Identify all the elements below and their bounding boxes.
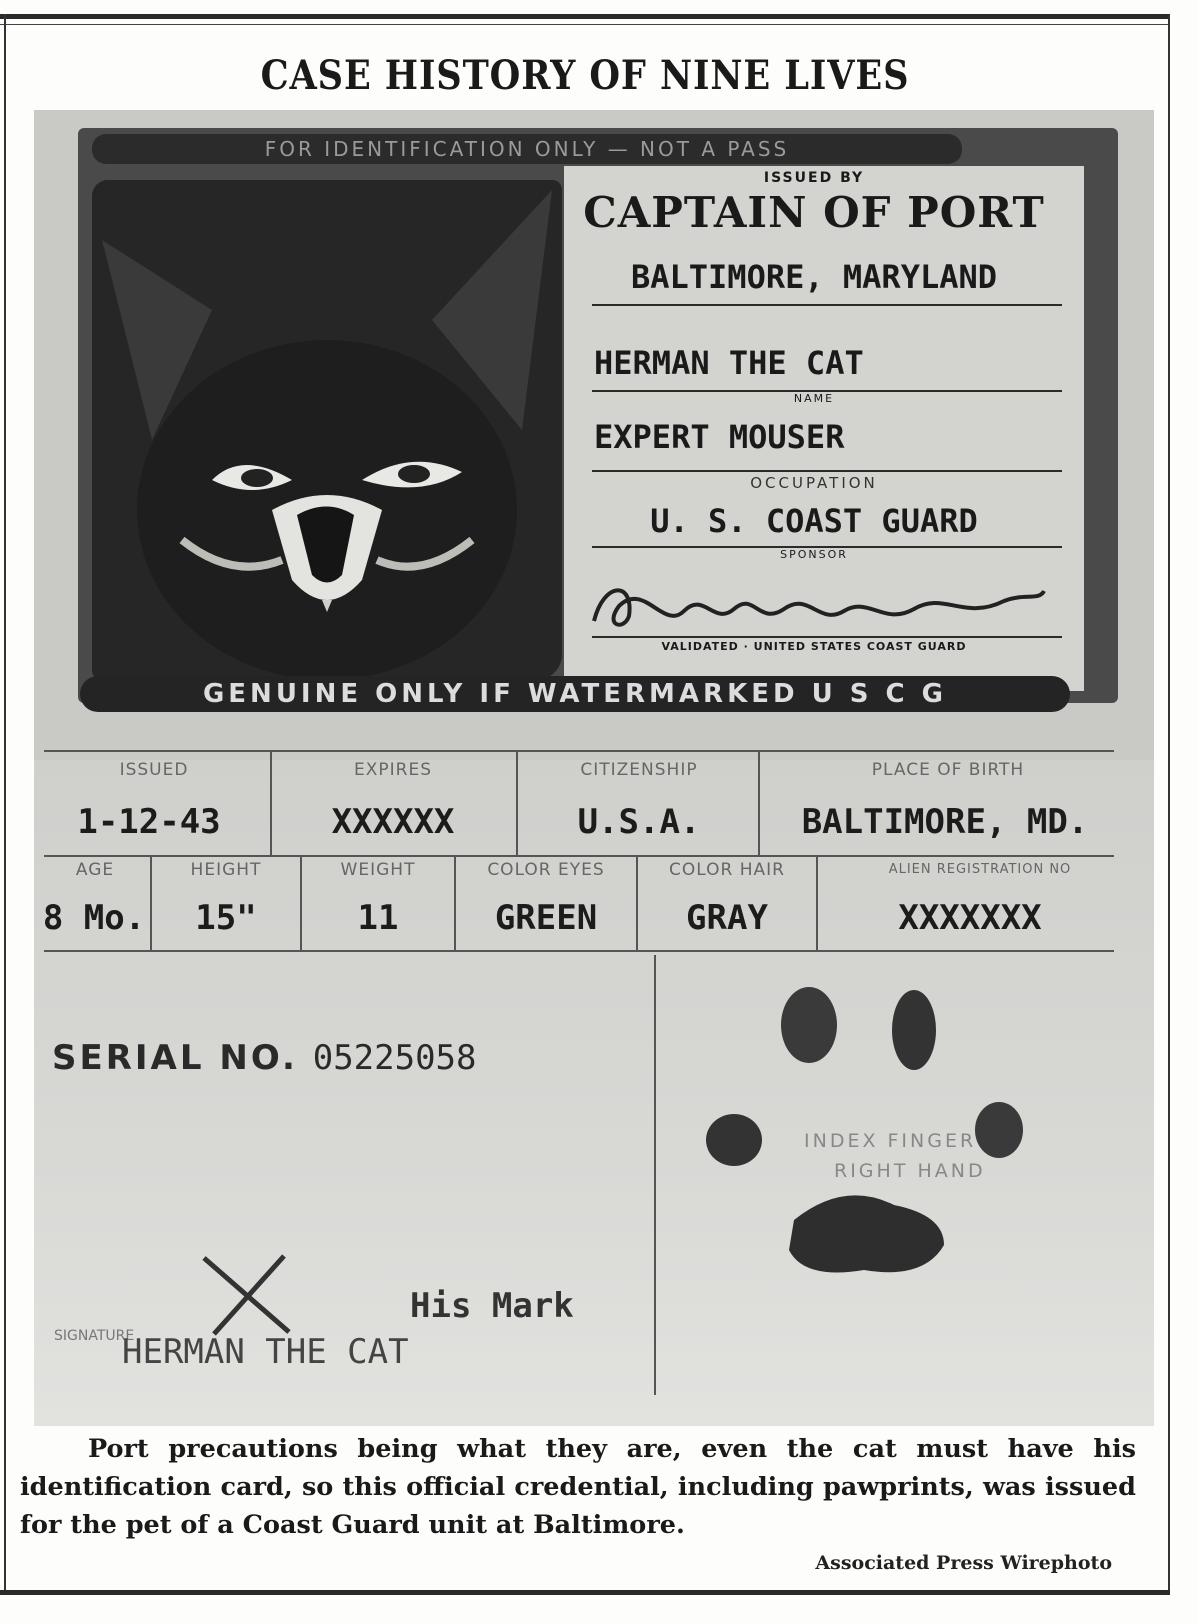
right-rule <box>1168 14 1170 1594</box>
sponsor-caption: SPONSOR <box>780 548 848 561</box>
table-line <box>44 950 1114 952</box>
height-caption: HEIGHT <box>190 860 262 880</box>
cat-face-icon <box>92 180 562 680</box>
id-card-photograph <box>34 110 1154 1426</box>
hair-color-caption: COLOR HAIR <box>669 860 785 880</box>
left-rule <box>4 14 6 1594</box>
table-line <box>270 750 272 855</box>
eye-color-value: GREEN <box>494 898 598 938</box>
citizenship-caption: CITIZENSHIP <box>580 760 698 780</box>
name-value: HERMAN THE CAT <box>594 344 864 382</box>
occupation-value: EXPERT MOUSER <box>594 418 845 456</box>
divider <box>592 636 1062 638</box>
fingerprint-label-2: RIGHT HAND <box>834 1160 986 1182</box>
table-line <box>516 750 518 855</box>
card-info-panel <box>564 166 1084 691</box>
expires-caption: EXPIRES <box>354 760 432 780</box>
table-line <box>454 855 456 950</box>
issued-value: 1-12-43 <box>77 802 221 842</box>
weight-caption: WEIGHT <box>340 860 416 880</box>
x-mark-icon <box>194 1250 304 1340</box>
officer-signature <box>584 571 1054 641</box>
eye-color-caption: COLOR EYES <box>487 860 605 880</box>
birthplace-caption: PLACE OF BIRTH <box>871 760 1025 780</box>
table-line <box>636 855 638 950</box>
divider <box>592 470 1062 472</box>
issuer-location: BALTIMORE, MARYLAND <box>630 258 998 296</box>
serial-label: SERIAL NO. <box>52 1038 298 1078</box>
card-top-band: FOR IDENTIFICATION ONLY — NOT A PASS <box>92 134 962 164</box>
signature-label: SIGNATURE <box>54 1328 135 1344</box>
table-line <box>654 955 656 1395</box>
bottom-rule <box>0 1590 1170 1595</box>
citizenship-value: U.S.A. <box>577 802 701 842</box>
top-rule-thin <box>0 24 1170 25</box>
expires-value: XXXXXX <box>331 802 455 842</box>
age-value: 8 Mo. <box>42 898 146 938</box>
birthplace-value: BALTIMORE, MD. <box>801 802 1089 842</box>
headline: CASE HISTORY OF NINE LIVES <box>260 52 910 99</box>
photo-credit: Associated Press Wirephoto <box>815 1552 1112 1574</box>
occupation-caption: OCCUPATION <box>750 474 878 492</box>
table-line <box>44 750 1114 752</box>
name-caption: NAME <box>793 392 835 405</box>
table-line <box>816 855 818 950</box>
fingerprint-label-1: INDEX FINGER <box>804 1130 977 1152</box>
his-mark-label: His Mark <box>410 1286 574 1326</box>
table-line <box>44 855 1114 857</box>
weight-value: 11 <box>357 898 399 938</box>
serial-number <box>52 1038 477 1078</box>
watermark-band: GENUINE ONLY IF WATERMARKED U S C G <box>80 676 1070 712</box>
photo-caption: Port precautions being what they are, even the cat must have his identification card, so this official credential, including pawprints, was issued for the pet of a Coast Guard unit at Baltimore. <box>20 1434 1136 1540</box>
signature-name: HERMAN THE CAT <box>122 1332 409 1372</box>
alien-registration-value: XXXXXXX <box>898 898 1042 938</box>
issued-caption: ISSUED <box>119 760 189 780</box>
issuer: CAPTAIN OF PORT <box>583 188 1045 237</box>
table-line <box>300 855 302 950</box>
validated-caption: VALIDATED · UNITED STATES COAST GUARD <box>661 640 967 653</box>
alien-registration-caption: ALIEN REGISTRATION NO <box>888 862 1072 877</box>
cat-photo <box>92 180 562 680</box>
serial-value: 05225058 <box>312 1038 477 1078</box>
top-rule <box>0 14 1170 19</box>
table-line <box>758 750 760 855</box>
divider <box>592 304 1062 306</box>
age-caption: AGE <box>75 860 115 880</box>
height-value: 15" <box>195 898 257 938</box>
hair-color-value: GRAY <box>686 898 768 938</box>
sponsor-value: U. S. COAST GUARD <box>650 502 978 540</box>
issued-by-label: ISSUED BY <box>763 170 865 186</box>
